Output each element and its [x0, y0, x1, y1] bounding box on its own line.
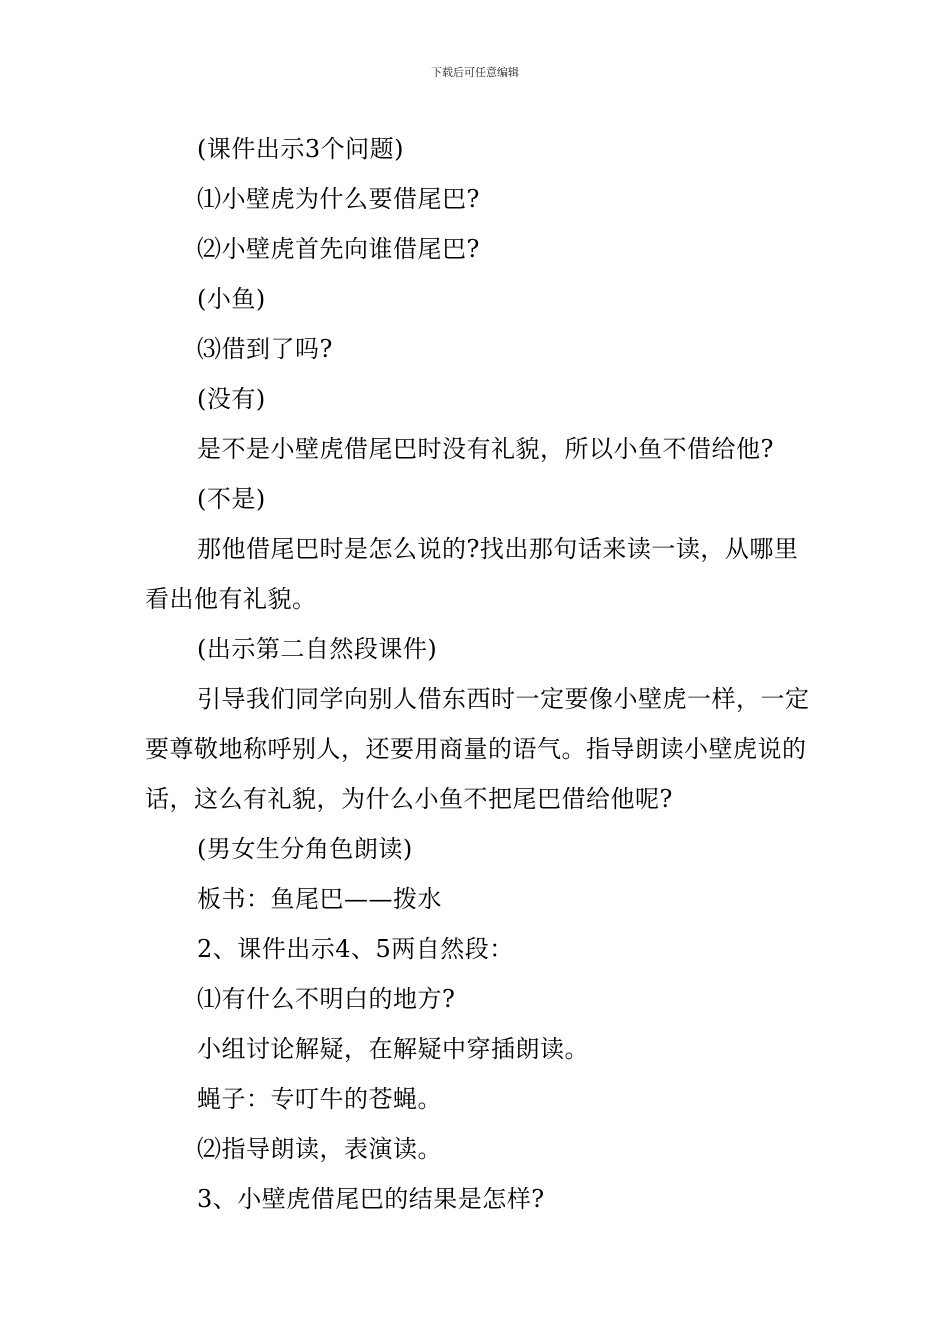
paragraph: (不是)	[197, 485, 266, 513]
paragraph: (没有)	[197, 385, 266, 413]
paragraph: 板书：鱼尾巴——拨水	[197, 885, 442, 913]
paragraph: 小组讨论解疑，在解疑中穿插朗读。	[197, 1035, 589, 1063]
paragraph: 引导我们同学向别人借东西时一定要像小壁虎一样，一定要尊敬地称呼别人，还要用商量的语气。指导朗读小壁虎说的话，这么有礼貌，为什么小鱼不把尾巴借给他呢?	[145, 685, 810, 813]
paragraph: 蝇子：专叮牛的苍蝇。	[197, 1085, 442, 1113]
paragraph: (小鱼)	[197, 285, 266, 313]
paragraph: (男女生分角色朗读)	[197, 835, 413, 863]
paragraph: ⑴小壁虎为什么要借尾巴?	[197, 185, 480, 213]
paragraph: 3、小壁虎借尾巴的结果是怎样?	[197, 1185, 545, 1213]
document-body	[145, 124, 810, 1224]
paragraph: 是不是小壁虎借尾巴时没有礼貌，所以小鱼不借给他?	[197, 435, 774, 463]
paragraph: 2、课件出示4、5两自然段：	[197, 935, 514, 963]
paragraph: (出示第二自然段课件)	[197, 635, 438, 663]
paragraph: (课件出示3个问题)	[197, 135, 404, 163]
paragraph: ⑵指导朗读，表演读。	[197, 1135, 442, 1163]
paragraph: ⑵小壁虎首先向谁借尾巴?	[197, 235, 480, 263]
page-header-note: 下载后可任意编辑	[431, 66, 519, 79]
paragraph: ⑶借到了吗?	[197, 335, 333, 363]
paragraph: 那他借尾巴时是怎么说的?找出那句话来读一读，从哪里看出他有礼貌。	[145, 535, 799, 613]
paragraph: ⑴有什么不明白的地方?	[197, 985, 456, 1013]
